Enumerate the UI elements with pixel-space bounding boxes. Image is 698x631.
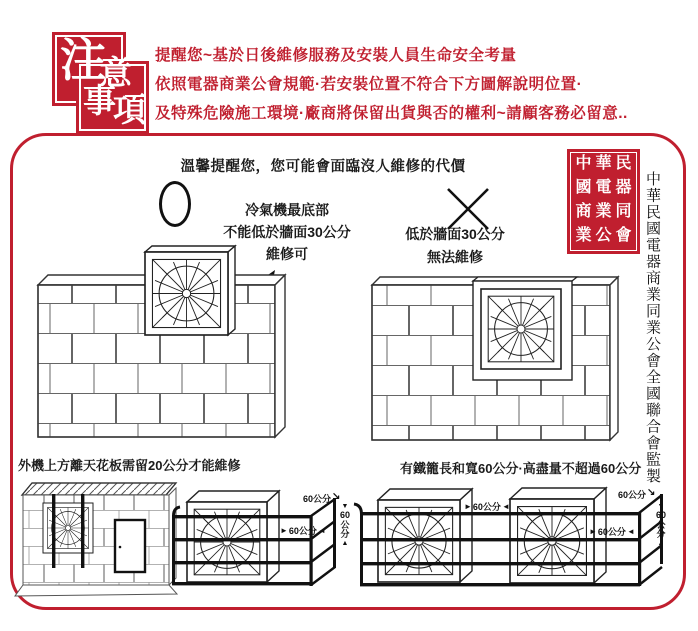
- caption-cage-size: 有鐵籠長和寬60公分·高盡量不超過60公分: [400, 461, 642, 476]
- circle-ok-mark: [159, 181, 191, 227]
- arrow-left-icon: ◄: [626, 526, 635, 536]
- badge-char-zhu: 注: [60, 35, 106, 86]
- ok-note-line: 不能低於牆面30公分: [223, 224, 351, 240]
- association-seal: [567, 149, 640, 254]
- arrow-right-icon: ►: [464, 501, 472, 511]
- arrow-left-icon: ◄: [317, 525, 326, 535]
- dimension-width-long-cage-1: [464, 500, 510, 513]
- caption-ceiling-clearance: 外機上方離天花板需留20公分才能維修: [18, 458, 241, 473]
- header-line-2: 依照電器商業公會規範·若安裝位置不符合下方圖解說明位置·: [155, 76, 583, 93]
- ng-note-line: 低於牆面30公分: [405, 226, 505, 242]
- dimension-width-single-cage: [280, 524, 326, 537]
- dimension-depth-single-cage: [303, 492, 340, 505]
- arrow-up-icon: ▲: [657, 539, 665, 547]
- seal-row: 中華民: [575, 155, 636, 172]
- dimension-width-long-cage-2: [589, 525, 635, 538]
- dimension-text: 60公分: [303, 494, 332, 504]
- cage-long-illustration: [348, 486, 683, 618]
- seal-row: 業公會: [575, 227, 636, 244]
- cage-single-illustration: [170, 486, 360, 618]
- dimension-text: 分: [340, 529, 350, 539]
- badge-char-yi: 意: [99, 56, 132, 92]
- room-illustration: [14, 474, 182, 622]
- arrow-down-icon: ▼: [657, 503, 665, 510]
- dimension-text: 60公分: [472, 502, 501, 512]
- arrow-diagonal-icon: ↘: [647, 487, 656, 498]
- ng-note-line: 無法維修: [427, 249, 483, 265]
- arrow-left-icon: ◄: [501, 501, 510, 511]
- dimension-text: 60公分: [288, 526, 317, 536]
- supervision-vertical-text: 中華民國電器商業同業公會全國聯合會監製: [644, 171, 660, 485]
- dimension-depth-long-cage: [618, 488, 655, 501]
- wall-ng-illustration: [365, 275, 623, 447]
- badge-char-shi: 事: [83, 84, 116, 120]
- panel-title: 溫馨提醒您，您可能會面臨沒人維修的代價: [180, 159, 466, 175]
- arrow-right-icon: ►: [280, 525, 288, 535]
- ok-note-line: 冷氣機最底部: [245, 202, 329, 218]
- arrow-diagonal-icon: ↘: [332, 491, 341, 502]
- header-line-3: 及特殊危險施工環境·廠商將保留出貨與否的權利~請顧客務必留意..: [155, 105, 628, 122]
- badge-char-xiang: 項: [113, 93, 146, 129]
- dimension-text: 公: [656, 519, 666, 530]
- dimension-text: 60公分: [618, 490, 647, 500]
- arrow-up-icon: ▲: [341, 539, 349, 547]
- wall-ok-illustration: [28, 243, 300, 449]
- dimension-height-long-cage: [656, 503, 666, 548]
- arrow-right-icon: ►: [589, 526, 597, 536]
- seal-row: 國電器: [575, 179, 636, 196]
- ng-note: [375, 223, 535, 269]
- seal-row: 商業同: [575, 203, 636, 220]
- arrow-down-icon: ▼: [341, 503, 349, 510]
- dimension-text: 公: [340, 519, 350, 530]
- dimension-text: 60: [656, 510, 667, 520]
- dimension-text: 60: [340, 510, 351, 520]
- dimension-height-single-cage: [340, 503, 350, 548]
- dimension-text: 分: [656, 529, 666, 539]
- ok-note-line: 維修可: [266, 246, 308, 262]
- header-line-1: 提醒您~基於日後維修服務及安裝人員生命安全考量: [155, 47, 517, 64]
- dimension-text: 60公分: [597, 527, 626, 537]
